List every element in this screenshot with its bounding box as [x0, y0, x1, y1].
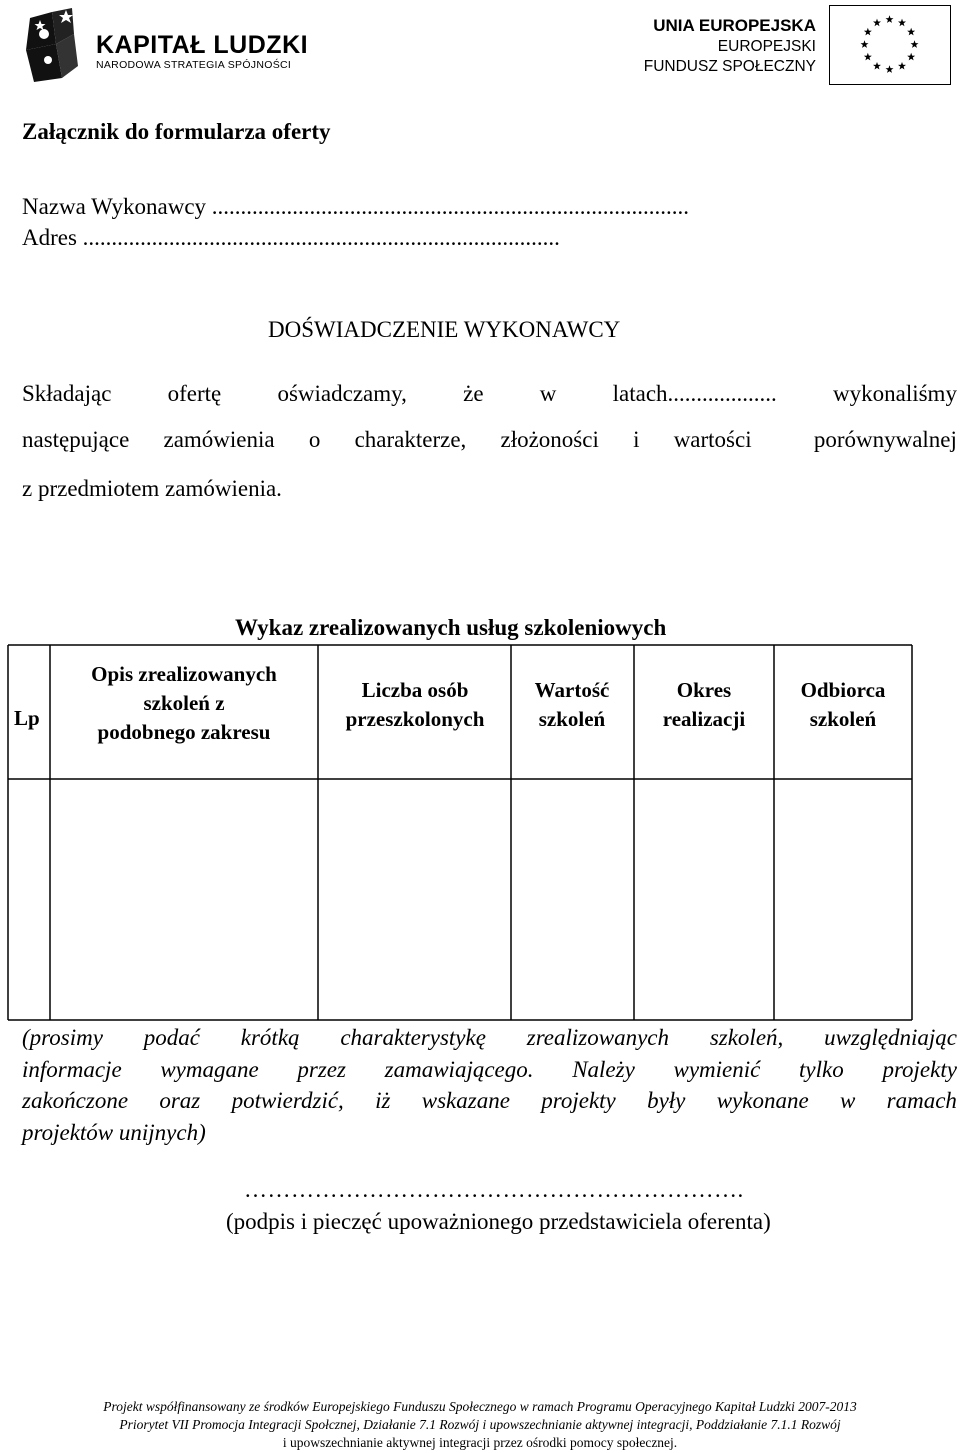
header-value: [513, 676, 631, 734]
word: oświadczamy,: [277, 381, 407, 406]
cell-recipient-input[interactable]: [775, 780, 911, 1019]
cell-lp-input[interactable]: [9, 780, 49, 1019]
word: wymagane: [160, 1056, 259, 1082]
word: ramach: [886, 1088, 957, 1113]
eu-star-icon: [886, 65, 894, 73]
eu-logo: [643, 4, 956, 84]
word: że: [463, 381, 484, 406]
word: wykonane: [716, 1088, 809, 1113]
eu-star-icon: [907, 53, 915, 61]
eu-star-icon: [864, 53, 872, 61]
footer-line-3: i upowszechnianie aktywnej integracji przez ośrodki pomocy społecznej.: [282, 1435, 678, 1450]
cell-description-input[interactable]: [51, 780, 317, 1019]
word: złożoności: [500, 427, 599, 452]
word: zrealizowanych: [526, 1025, 669, 1050]
note-line-2: [22, 1054, 957, 1086]
signature-line[interactable]: ……………………………………………………….: [244, 1177, 744, 1202]
eu-logo-line1: UNIA EUROPEJSKA: [653, 16, 816, 35]
header-value-line: szkoleń: [538, 707, 606, 731]
word: przez: [297, 1056, 346, 1082]
header-description-line: szkoleń z: [143, 691, 225, 715]
word: latach...................: [612, 381, 777, 406]
header-lp: Lp: [14, 706, 40, 730]
table-title: Wykaz zrealizowanych usług szkoleniowych: [235, 615, 667, 640]
word: projekty: [882, 1056, 957, 1082]
word: wskazane: [421, 1088, 510, 1113]
kapital-ludzki-title: KAPITAŁ LUDZKI: [96, 31, 309, 59]
declaration-line-1: [22, 381, 957, 407]
eu-star-icon: [873, 62, 881, 70]
word: (prosimy: [22, 1025, 103, 1050]
word: tylko: [799, 1056, 844, 1082]
kapital-ludzki-logo: [22, 4, 309, 84]
header-recipient: [776, 676, 910, 734]
word: o: [308, 427, 321, 452]
word: zakończone: [22, 1088, 129, 1113]
eu-star-icon: [898, 62, 906, 70]
note-line-4: projektów unijnych): [22, 1119, 206, 1145]
word: szkoleń,: [709, 1025, 784, 1050]
eu-star-icon: [907, 28, 915, 36]
contractor-name-field: Nazwa Wykonawcy ...................................................................................: [22, 194, 690, 219]
table-note: [22, 1022, 957, 1148]
header-period-line: realizacji: [662, 707, 746, 731]
declaration-line-2: [22, 427, 957, 453]
word: Składając: [22, 381, 112, 406]
word: krótką: [240, 1025, 300, 1050]
eu-logo-line2: EUROPEJSKI: [717, 38, 816, 55]
word: i: [633, 427, 640, 452]
header-period-line: Okres: [676, 678, 732, 702]
eu-star-icon: [886, 15, 894, 23]
word: zamawiającego.: [384, 1056, 534, 1082]
word: charakterystykę: [340, 1025, 486, 1050]
word: były: [647, 1088, 686, 1113]
cell-participants-input[interactable]: [319, 780, 510, 1019]
kapital-ludzki-subtitle: NARODOWA STRATEGIA SPÓJNOŚCI: [96, 59, 292, 71]
word: uwzględniając: [824, 1025, 957, 1050]
header-period: [636, 676, 772, 734]
cell-value-input[interactable]: [512, 780, 633, 1019]
word: potwierdzić,: [231, 1088, 344, 1113]
header-recipient-line: szkoleń: [809, 707, 877, 731]
word: oraz: [159, 1088, 201, 1113]
declaration-line-3: z przedmiotem zamówienia.: [22, 476, 282, 501]
word: wykonaliśmy: [833, 381, 957, 406]
footer-line-2: Priorytet VII Promocja Integracji Społcznej, Działanie 7.1 Rozwój i upowszechnianie aktywnej integracji, Poddziałanie 7.1.1 Rozwój: [119, 1417, 841, 1432]
note-line-3: [22, 1085, 957, 1117]
word: wymienić: [673, 1056, 761, 1082]
word: charakterze,: [354, 427, 467, 452]
word: informacje: [22, 1056, 122, 1082]
cell-period-input[interactable]: [635, 780, 773, 1019]
eu-stars-icon: [829, 5, 951, 85]
eu-star-icon: [864, 28, 872, 36]
eu-star-icon: [898, 19, 906, 27]
address-field: Adres ...................................................................................: [22, 225, 560, 250]
word: następujące: [22, 427, 130, 452]
signature-label: (podpis i pieczęć upoważnionego przedstawiciela oferenta): [226, 1209, 771, 1234]
attachment-title: Załącznik do formularza oferty: [22, 119, 331, 144]
header-participants-line: przeszkolonych: [345, 707, 485, 731]
word: podać: [143, 1025, 200, 1050]
word: iż: [375, 1088, 391, 1113]
word: w: [539, 381, 557, 406]
word: projekty: [541, 1088, 616, 1113]
note-line-1: [22, 1022, 957, 1054]
header-value-line: Wartość: [534, 678, 610, 702]
footer-line-1: Projekt współfinansowany ze środków Europejskiego Funduszu Społecznego w ramach Programu Operacyjnego Kapitał Ludzki 2007-2013: [103, 1399, 857, 1414]
word: zamówienia: [163, 427, 275, 452]
header-participants-line: Liczba osób: [361, 678, 469, 702]
header-participants: [320, 676, 510, 734]
eu-star-icon: [911, 40, 919, 48]
header-recipient-line: Odbiorca: [800, 678, 886, 702]
header-description-line: Opis zrealizowanych: [91, 662, 277, 686]
eu-star-icon: [861, 40, 869, 48]
word: Należy: [572, 1056, 635, 1082]
document-heading: DOŚWIADCZENIE WYKONAWCY: [268, 317, 621, 342]
kapital-ludzki-emblem-icon: [22, 4, 86, 84]
eu-star-icon: [873, 19, 881, 27]
word: w: [839, 1088, 856, 1113]
eu-logo-line3: FUNDUSZ SPOŁECZNY: [643, 58, 816, 75]
header-description-line: podobnego zakresu: [97, 720, 271, 744]
word: ofertę: [167, 381, 222, 406]
header-description: [52, 660, 316, 747]
word: wartości: [673, 427, 752, 452]
word: porównywalnej: [813, 427, 957, 452]
